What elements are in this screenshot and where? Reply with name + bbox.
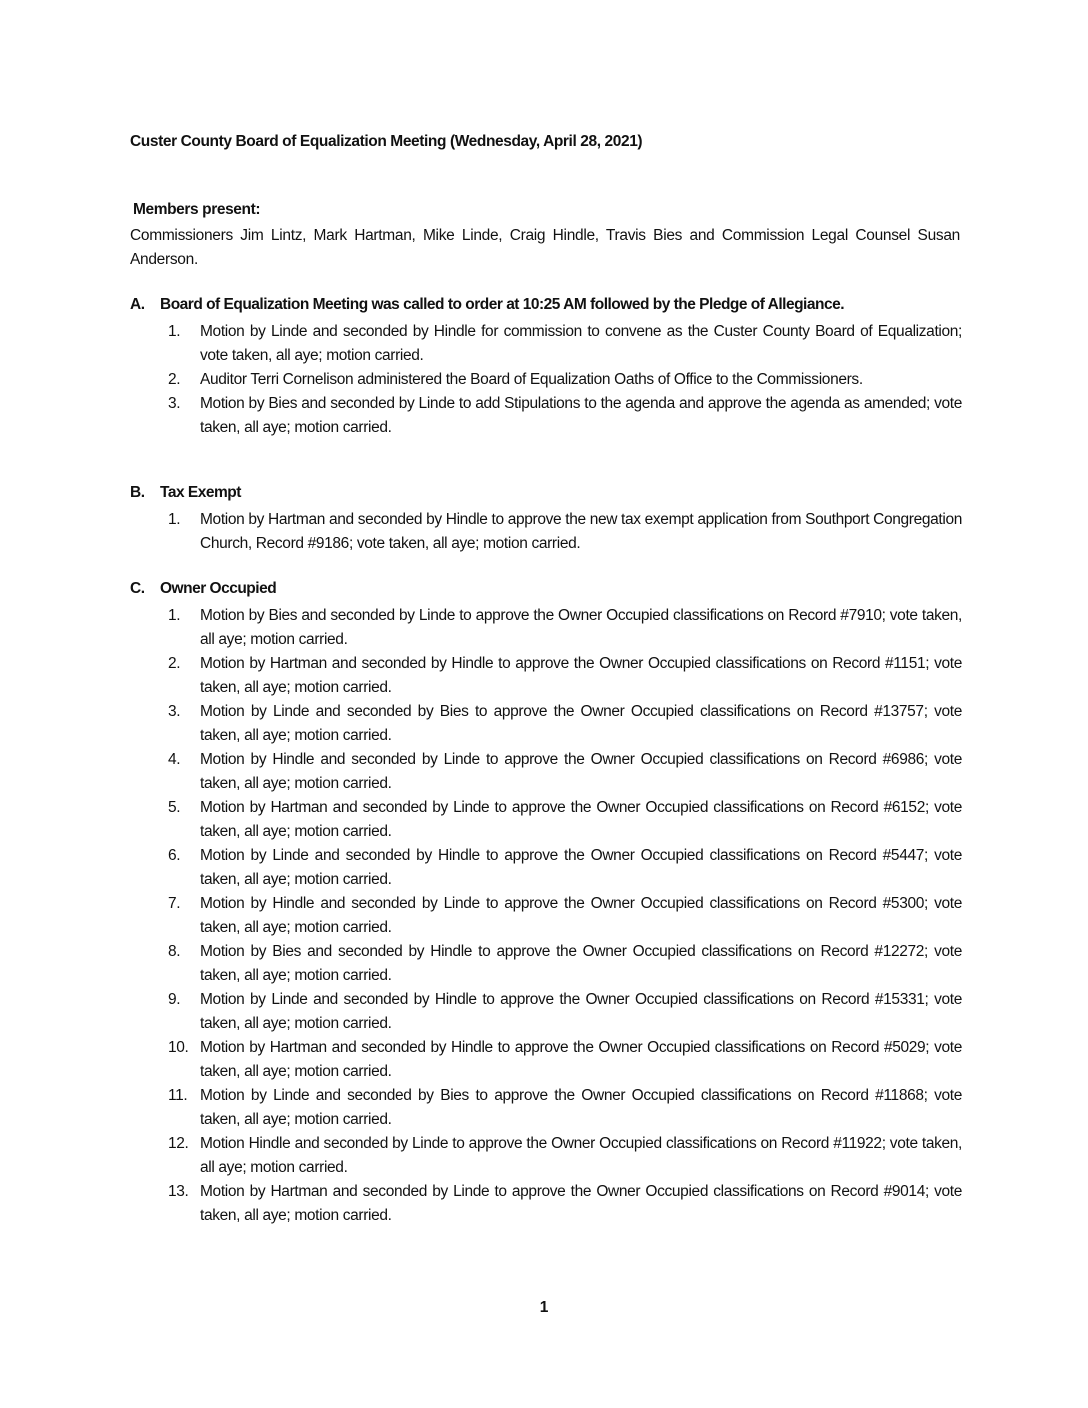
- list-item: [130, 700, 962, 748]
- item-number: 1.: [168, 323, 181, 340]
- list-item: [130, 1180, 962, 1228]
- section-title: Board of Equalization Meeting was called to order at 10:25 AM followed by the Pledge of Allegiance.: [160, 296, 845, 313]
- item-number: 6.: [168, 847, 181, 864]
- item-number: 10.: [168, 1039, 189, 1056]
- item-number: 13.: [168, 1183, 189, 1200]
- item-text: Motion Hindle and seconded by Linde to approve the Owner Occupied classifications on Record #11922; vote taken, all aye; motion carried.: [200, 1135, 962, 1176]
- item-text: Motion by Linde and seconded by Bies to approve the Owner Occupied classifications on Record #11868; vote taken, all aye; motion carried.: [200, 1087, 962, 1128]
- list-item: [130, 604, 962, 652]
- item-number: 2.: [168, 655, 181, 672]
- section-letter: A.: [130, 296, 145, 313]
- item-number: 4.: [168, 751, 181, 768]
- item-text: Motion by Hartman and seconded by Hindle to approve the new tax exempt application from Southport Congregation Church, Record #9186; vote taken, all aye; motion carried.: [200, 511, 962, 552]
- item-number: 12.: [168, 1135, 189, 1152]
- item-text: Motion by Linde and seconded by Hindle for commission to convene as the Custer County Board of Equalization; vote taken, all aye; motion carried.: [200, 323, 962, 364]
- item-number: 9.: [168, 991, 181, 1008]
- list-item: [130, 1084, 962, 1132]
- members-heading: Members present:: [133, 201, 261, 218]
- list-item: [130, 844, 962, 892]
- item-number: 11.: [168, 1087, 188, 1104]
- item-number: 1.: [168, 511, 181, 528]
- list-item: [130, 796, 962, 844]
- list-item: [130, 940, 962, 988]
- section-letter: B.: [130, 484, 145, 501]
- item-text: Motion by Bies and seconded by Linde to approve the Owner Occupied classifications on Record #7910; vote taken, all aye; motion carried.: [200, 607, 962, 648]
- page-number: 1: [539, 1299, 549, 1316]
- list-item: [130, 892, 962, 940]
- item-text: Motion by Hindle and seconded by Linde to approve the Owner Occupied classifications on Record #6986; vote taken, all aye; motion carried.: [200, 751, 962, 792]
- section-heading: [130, 484, 962, 508]
- list-item: [130, 1036, 962, 1084]
- item-number: 5.: [168, 799, 181, 816]
- item-text: Motion by Bies and seconded by Linde to add Stipulations to the agenda and approve the agenda as amended; vote taken, all aye; motion carried.: [200, 395, 962, 436]
- item-text: Motion by Hartman and seconded by Hindle to approve the Owner Occupied classifications on Record #5029; vote taken, all aye; motion carried.: [200, 1039, 962, 1080]
- section-b: [130, 484, 962, 556]
- section-heading: [130, 580, 962, 604]
- list-item: [130, 320, 962, 368]
- members-list: Commissioners Jim Lintz, Mark Hartman, Mike Linde, Craig Hindle, Travis Bies and Commission Legal Counsel Susan Anderson.: [130, 227, 960, 268]
- item-text: Motion by Hartman and seconded by Hindle to approve the Owner Occupied classifications on Record #1151; vote taken, all aye; motion carried.: [200, 655, 962, 696]
- document-title: Custer County Board of Equalization Meeting (Wednesday, April 28, 2021): [130, 133, 643, 150]
- section-heading: [130, 296, 962, 320]
- list-item: [130, 988, 962, 1036]
- list-item: [130, 652, 962, 700]
- item-text: Motion by Linde and seconded by Bies to approve the Owner Occupied classifications on Record #13757; vote taken, all aye; motion carried.: [200, 703, 962, 744]
- section-a: [130, 296, 962, 440]
- item-number: 3.: [168, 703, 181, 720]
- item-text: Motion by Hartman and seconded by Linde to approve the Owner Occupied classifications on Record #9014; vote taken, all aye; motion carried.: [200, 1183, 962, 1224]
- item-text: Motion by Linde and seconded by Hindle to approve the Owner Occupied classifications on Record #5447; vote taken, all aye; motion carried.: [200, 847, 962, 888]
- list-item: [130, 748, 962, 796]
- item-number: 2.: [168, 371, 181, 388]
- list-item: [130, 392, 962, 440]
- section-title: Tax Exempt: [160, 484, 241, 501]
- item-text: Motion by Bies and seconded by Hindle to approve the Owner Occupied classifications on Record #12272; vote taken, all aye; motion carried.: [200, 943, 962, 984]
- item-number: 1.: [168, 607, 181, 624]
- list-item: [130, 368, 962, 392]
- item-text: Motion by Linde and seconded by Hindle to approve the Owner Occupied classifications on Record #15331; vote taken, all aye; motion carried.: [200, 991, 962, 1032]
- item-text: Motion by Hartman and seconded by Linde to approve the Owner Occupied classifications on Record #6152; vote taken, all aye; motion carried.: [200, 799, 962, 840]
- item-number: 8.: [168, 943, 181, 960]
- item-number: 7.: [168, 895, 181, 912]
- item-text: Auditor Terri Cornelison administered the Board of Equalization Oaths of Office to the Commissioners.: [200, 371, 863, 388]
- item-text: Motion by Hindle and seconded by Linde to approve the Owner Occupied classifications on Record #5300; vote taken, all aye; motion carried.: [200, 895, 962, 936]
- section-c: [130, 580, 962, 1228]
- section-title: Owner Occupied: [160, 580, 277, 597]
- section-letter: C.: [130, 580, 145, 597]
- item-number: 3.: [168, 395, 181, 412]
- list-item: [130, 508, 962, 556]
- list-item: [130, 1132, 962, 1180]
